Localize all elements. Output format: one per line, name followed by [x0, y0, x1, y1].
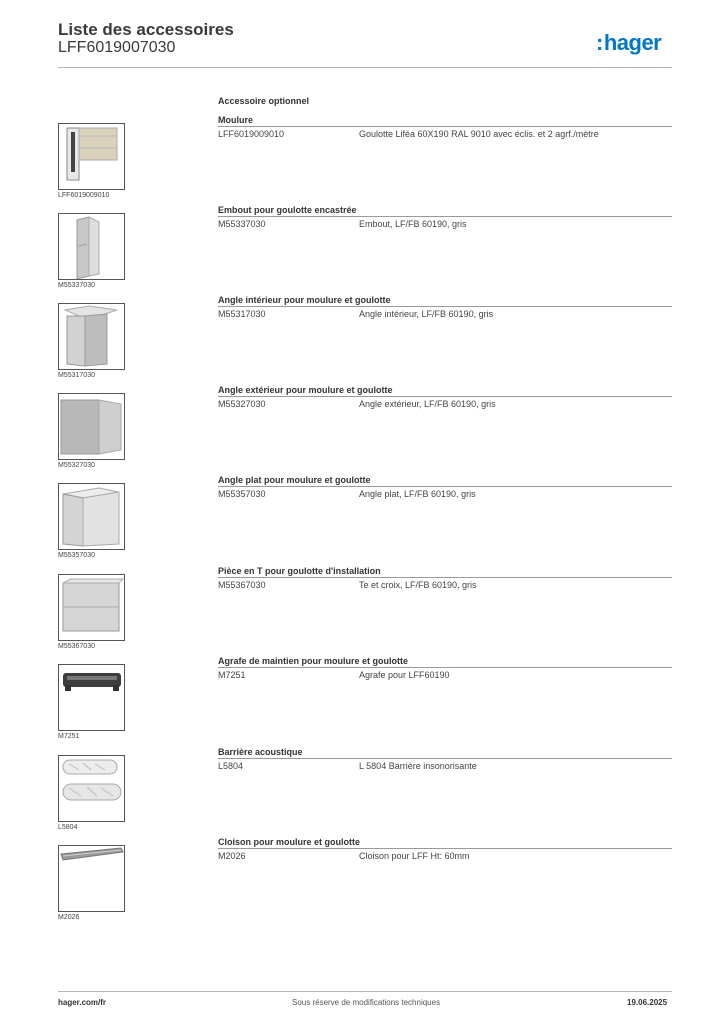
accessory-item — [0, 205, 724, 303]
item-reference: M55367030 — [218, 580, 266, 590]
product-reference: LFF6019007030 — [58, 39, 176, 56]
item-reference: M55327030 — [218, 399, 266, 409]
accessory-item — [0, 566, 724, 664]
category-title: Pièce en T pour goulotte d'installation — [218, 566, 381, 576]
accessory-image — [58, 755, 125, 822]
inner-angle-icon — [59, 304, 124, 369]
accessory-item — [0, 475, 724, 573]
clip-icon — [59, 665, 124, 730]
category-divider — [218, 848, 672, 849]
item-description: Te et croix, LF/FB 60190, gris — [359, 580, 477, 590]
image-caption: M55337030 — [58, 282, 95, 289]
category-divider — [218, 306, 672, 307]
category-title: Cloison pour moulure et goulotte — [218, 837, 360, 847]
item-description: L 5804 Barrière insonorisante — [359, 761, 477, 771]
accessory-item — [0, 295, 724, 393]
category-divider — [218, 577, 672, 578]
category-divider — [218, 126, 672, 127]
category-title: Barrière acoustique — [218, 747, 303, 757]
tee-piece-icon — [59, 575, 124, 640]
item-description: Agrafe pour LFF60190 — [359, 670, 450, 680]
item-description: Goulotte Liféa 60X190 RAL 9010 avec éclis. et 2 agrf./mètre — [359, 129, 599, 139]
category-divider — [218, 396, 672, 397]
accessory-image — [58, 303, 125, 370]
item-description: Embout, LF/FB 60190, gris — [359, 219, 467, 229]
image-caption: M2026 — [58, 914, 80, 921]
item-description: Angle plat, LF/FB 60190, gris — [359, 489, 476, 499]
accessory-image — [58, 123, 125, 190]
category-title: Embout pour goulotte encastrée — [218, 205, 357, 215]
hager-logo — [596, 30, 661, 56]
image-caption: L5804 — [58, 824, 78, 831]
item-reference: M55317030 — [218, 309, 266, 319]
logo-mark: : — [596, 30, 603, 55]
category-title: Angle plat pour moulure et goulotte — [218, 475, 371, 485]
item-description: Angle extérieur, LF/FB 60190, gris — [359, 399, 496, 409]
item-reference: M7251 — [218, 670, 246, 680]
logo-text: hager — [603, 30, 662, 55]
item-reference: L5804 — [218, 761, 244, 771]
flat-angle-icon — [59, 484, 124, 549]
item-description: Cloison pour LFF Ht: 60mm — [359, 851, 470, 861]
image-caption: M7251 — [58, 733, 80, 740]
acoustic-barrier-icon — [59, 756, 124, 821]
image-caption: M55357030 — [58, 552, 95, 559]
outer-angle-icon — [59, 394, 124, 459]
category-divider — [218, 758, 672, 759]
trunking-profile-icon — [59, 124, 124, 189]
footer-note: Sous réserve de modifications techniques — [292, 998, 441, 1007]
image-caption: M55317030 — [58, 372, 95, 379]
footer-date: 19.06.2025 — [627, 998, 668, 1007]
section-heading: Accessoire optionnel — [218, 96, 310, 106]
item-reference: M55357030 — [218, 489, 266, 499]
end-cap-icon — [59, 214, 124, 279]
accessory-image — [58, 393, 125, 460]
image-caption: M55367030 — [58, 643, 95, 650]
category-divider — [218, 486, 672, 487]
accessory-item — [0, 747, 724, 845]
category-divider — [218, 216, 672, 217]
accessory-image — [58, 845, 125, 912]
accessory-image — [58, 213, 125, 280]
accessory-image — [58, 483, 125, 550]
accessory-item — [0, 385, 724, 483]
item-reference: LFF6019009010 — [218, 129, 285, 139]
category-divider — [218, 667, 672, 668]
category-title: Angle intérieur pour moulure et goulotte — [218, 295, 391, 305]
divider-icon — [59, 846, 124, 911]
accessory-image — [58, 664, 125, 731]
item-reference: M55337030 — [218, 219, 266, 229]
accessory-item — [0, 656, 724, 754]
item-description: Angle intérieur, LF/FB 60190, gris — [359, 309, 494, 319]
image-caption: M55327030 — [58, 462, 95, 469]
header-divider — [58, 67, 672, 68]
image-caption: LFF6019009010 — [58, 192, 110, 199]
item-reference: M2026 — [218, 851, 246, 861]
footer-website-link[interactable]: hager.com/fr — [58, 998, 107, 1007]
accessory-image — [58, 574, 125, 641]
category-title: Angle extérieur pour moulure et goulotte — [218, 385, 393, 395]
page-title: Liste des accessoires — [58, 20, 234, 39]
accessory-item — [0, 837, 724, 935]
category-title: Moulure — [218, 115, 253, 125]
accessory-item — [0, 115, 724, 213]
category-title: Agrafe de maintien pour moulure et goulotte — [218, 656, 409, 666]
footer-divider — [58, 991, 672, 992]
